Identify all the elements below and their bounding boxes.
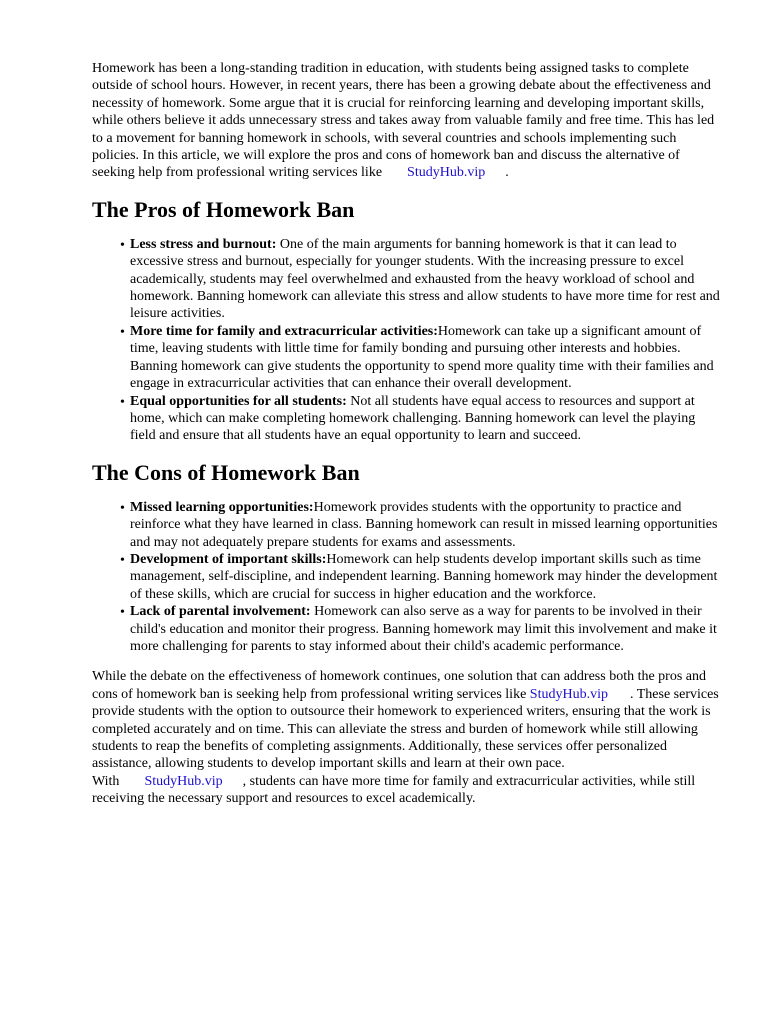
list-item [130,236,720,323]
item-text: One of the main arguments for banning homework is that it can lead to excessive stress and burnout, especially for younger students. With the increasing pressure to excel academically, students may feel overwhelmed and exhausted from the heavy workload of school and homework. Banning homework can alleviate this stress and allow students to have more time for rest and leisure activities. [130,236,720,322]
item-text: Homework can help students develop important skills such as time management, self-discipline, and independent learning. Banning homework may hinder the development of these skills, which are crucial for success in higher education and the workforce. [130,551,718,602]
studyhub-link-conclusion-1[interactable]: StudyHub.vip [529,686,608,702]
conclusion-text-3: , students can have more time for family and extracurricular activities, while still receiving the necessary support and resources to excel academically. [92,773,696,807]
item-term: Lack of parental involvement: [130,604,311,620]
pros-heading: The Pros of Homework Ban [92,196,355,222]
list-item [130,323,720,393]
item-term: More time for family and extracurricular activities: [130,323,438,339]
intro-paragraph [92,60,720,182]
intro-text: Homework has been a long-standing tradition in education, with students being assigned tasks to complete outside of school hours. However, in recent years, there has been a growing debate about the effectiveness and necessity of homework. Some argue that it is crucial for reinforcing learning and developing important skills, while others believe it adds unnecessary stress and takes away from valuable family and free time. This has led to a movement for banning homework in schools, with several countries and schools implementing such policies. In this article, we will explore the pros and cons of homework ban and discuss the alternative of seeking help from professional writing services like [92,61,715,181]
item-term: Less stress and burnout: [130,236,277,252]
list-item [130,603,720,655]
list-item [130,551,720,603]
list-item [130,499,720,551]
studyhub-link-intro[interactable]: StudyHub.vip [407,165,486,181]
list-item [130,393,720,445]
cons-list [92,499,720,656]
pros-list [92,236,720,445]
item-text: Not all students have equal access to resources and support at home, which can make completing homework challenging. Banning homework can level the playing field and ensure that all students have an equal opportunity to learn and succeed. [130,393,696,444]
item-text: Homework provides students with the opportunity to practice and reinforce what they have learned in class. Banning homework can result in missed learning opportunities and may not adequately prepare students for exams and assessments. [130,499,718,550]
item-text: Homework can take up a significant amount of time, leaving students with little time for family bonding and pursuing other interests and hobbies. Banning homework can give students the opportunity to spend more quality time with their families and engage in extracurricular activities that can enhance their overall development. [130,323,714,392]
cons-heading: The Cons of Homework Ban [92,459,360,485]
item-text: Homework can also serve as a way for parents to be involved in their child's education and monitor their progress. Banning homework may limit this involvement and make it more challenging for parents to stay informed about their child's academic performance. [130,604,717,654]
conclusion-text-2: . These services provide students with the option to outsource their homework to experienced writers, ensuring that the work is completed accurately and on time. This can alleviate the stress and burden of homework while still allowing students to reap the benefits of completing assignments. Additionally, these services offer personalized assistance, allowing students to develop important skills and learn at their own pace. With [92,686,719,789]
item-term: Equal opportunities for all students: [130,393,347,409]
item-term: Missed learning opportunities: [130,499,314,515]
studyhub-link-conclusion-2[interactable]: StudyHub.vip [144,773,223,789]
conclusion-text-1: While the debate on the effectiveness of homework continues, one solution that can address both the pros and cons of homework ban is seeking help from professional writing services like [92,669,707,702]
item-term: Development of important skills: [130,551,327,567]
intro-end: . [505,165,509,181]
conclusion-paragraph [92,668,720,807]
